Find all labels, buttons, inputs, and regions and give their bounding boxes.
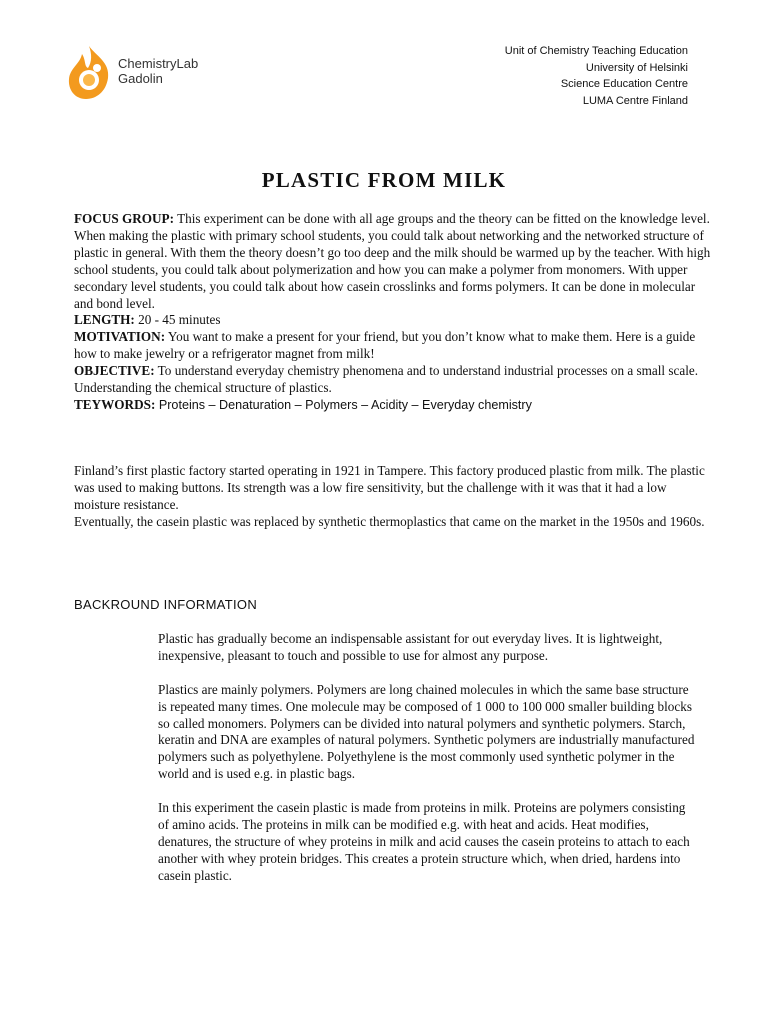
objective-paragraph (74, 363, 714, 397)
logo-text (118, 56, 198, 86)
affiliation-block (505, 43, 688, 109)
keywords-text: Proteins – Denaturation – Polymers – Acidity – Everyday chemistry (155, 397, 532, 412)
history-paragraph-1: Finland’s first plastic factory started operating in 1921 in Tampere. This factory produced plastic from milk. The plastic was used to making buttons. Its strength was a low fire sensitivity, but the challenge with it was that it had a low moisture resistance. (74, 463, 705, 512)
keywords-paragraph (74, 397, 714, 414)
length-paragraph (74, 312, 714, 329)
affiliation-line: Unit of Chemistry Teaching Education (504, 45, 688, 57)
background-paragraph-3: In this experiment the casein plastic is made from proteins in milk. Proteins are polymers consisting of amino acids. The proteins in milk can be modified e.g. with heat and acids. Heat modifies, denatures, the structure of whey proteins in milk and acid causes the casein proteins to attach to each another with whey protein bridges. This creates a protein structure which, when dried, hardens into casein plastic. (158, 800, 690, 883)
background-section (158, 631, 698, 901)
affiliation-line: University of Helsinki (585, 61, 688, 74)
logo-line-2: Gadolin (118, 71, 163, 86)
focus-group-label: FOCUS GROUP: (74, 211, 175, 226)
focus-group-paragraph (74, 211, 714, 312)
flame-atom-icon (66, 44, 112, 100)
focus-group-text: This experiment can be done with all age groups and the theory can be fitted on the knowledge level. When making the plastic with primary school students, you could talk about networking and the networked structure of plastic in general. With them the theory doesn’t go too deep and the milk should be warmed up by the teacher. With high school students, you could talk about polymerization and how you can make a polymer from monomers. With upper secondary level students, you could talk about how casein crosslinks and forms polymers. It can be done in molecular and bond level. (74, 211, 711, 311)
affiliation-line: Science Education Centre (560, 78, 688, 90)
objective-text: To understand everyday chemistry phenomena and to understand industrial processes on a small scale. Understanding the chemical structure of plastics. (74, 363, 699, 396)
background-paragraph-1: Plastic has gradually become an indispensable assistant for out everyday lives. It is lightweight, inexpensive, pleasant to touch and possible to use for almost any purpose. (158, 631, 663, 663)
page-title: PLASTIC FROM MILK (261, 168, 507, 192)
motivation-paragraph (74, 329, 714, 363)
intro-section (74, 211, 714, 414)
motivation-text: You want to make a present for your friend, but you don’t know what to make them. Here is a guide how to make jewelry or a refrigerator magnet from milk! (74, 329, 696, 362)
history-paragraph-2: Eventually, the casein plastic was replaced by synthetic thermoplastics that came on the market in the 1950s and 1960s. (74, 513, 705, 529)
objective-label: OBJECTIVE: (74, 363, 155, 379)
length-text: 20 - 45 minutes (134, 312, 221, 328)
motivation-label: MOTIVATION: (74, 329, 166, 345)
background-paragraph-2: Plastics are mainly polymers. Polymers are long chained molecules in which the same base structure is repeated many times. One molecule may be composed of 1 000 to 100 000 smaller building blocks so called monomers. Polymers can be divided into natural polymers and synthetic polymers. Starch, keratin and DNA are examples of natural polymers. Synthetic polymers are industrially manufactured polymers such as polyethylene. Polyethylene is the most commonly used synthetic polymer in the world and is used e.g. in plastic bags. (158, 681, 695, 782)
keywords-label: TEYWORDS: (74, 396, 156, 412)
logo-line-1: ChemistryLab (118, 56, 199, 71)
logo (66, 44, 216, 100)
affiliation-line: LUMA Centre Finland (582, 94, 688, 107)
history-section (74, 463, 714, 531)
section-heading: BACKROUND INFORMATION (74, 597, 258, 612)
length-label: LENGTH: (74, 312, 135, 328)
